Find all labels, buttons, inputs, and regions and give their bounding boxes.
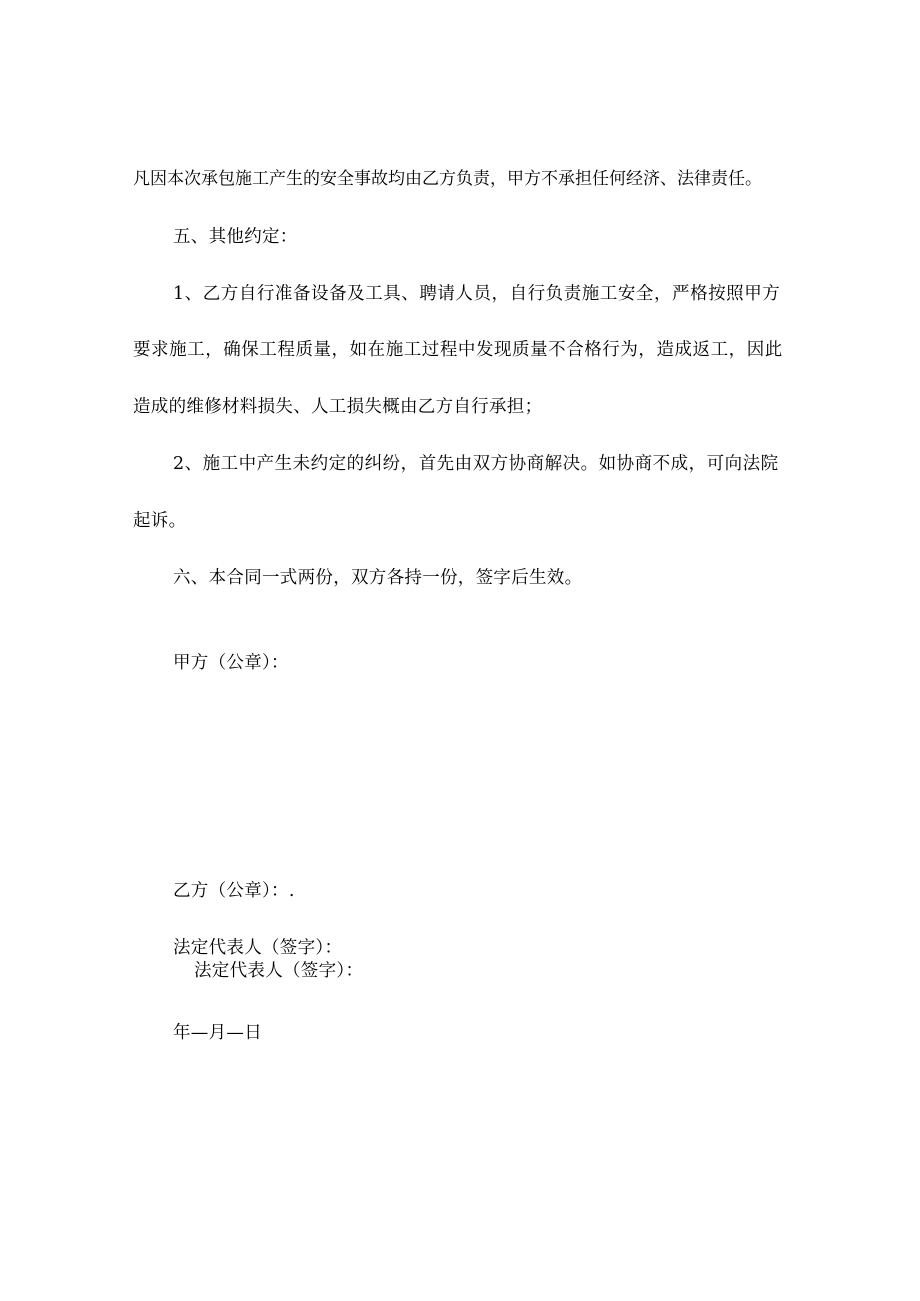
party-b-seal-label: 乙方（公章）：. xyxy=(173,881,295,901)
clause-2-line-2: 起诉。 xyxy=(133,511,187,531)
date-line: 年—月—日 xyxy=(173,1023,262,1043)
clause-1-line-2: 要求施工，确保工程质量，如在施工过程中发现质量不合格行为，造成返工，因此 xyxy=(133,340,783,360)
legal-representative-label: 法定代表人（签字）： xyxy=(173,938,343,958)
section-heading-other-terms: 五、其他约定： xyxy=(173,227,298,247)
party-a-seal-label: 甲方（公章）： xyxy=(173,653,289,673)
clause-1-line-3: 造成的维修材料损失、人工损失概由乙方自行承担； xyxy=(133,397,543,417)
legal-representative-label-duplicate: 法定代表人（签字）： xyxy=(194,961,364,981)
clause-1-line-1: 1、乙方自行准备设备及工具、聘请人员，自行负责施工安全，严格按照甲方 xyxy=(173,284,781,304)
clause-2-line-1: 2、施工中产生未约定的纠纷，首先由双方协商解决。如协商不成，可向法院 xyxy=(173,454,779,474)
section-six-copies: 六、本合同一式两份，双方各持一份，签字后生效。 xyxy=(173,568,583,588)
paragraph-liability: 凡因本次承包施工产生的安全事故均由乙方负责，甲方不承担任何经济、法律责任。 xyxy=(133,169,762,189)
